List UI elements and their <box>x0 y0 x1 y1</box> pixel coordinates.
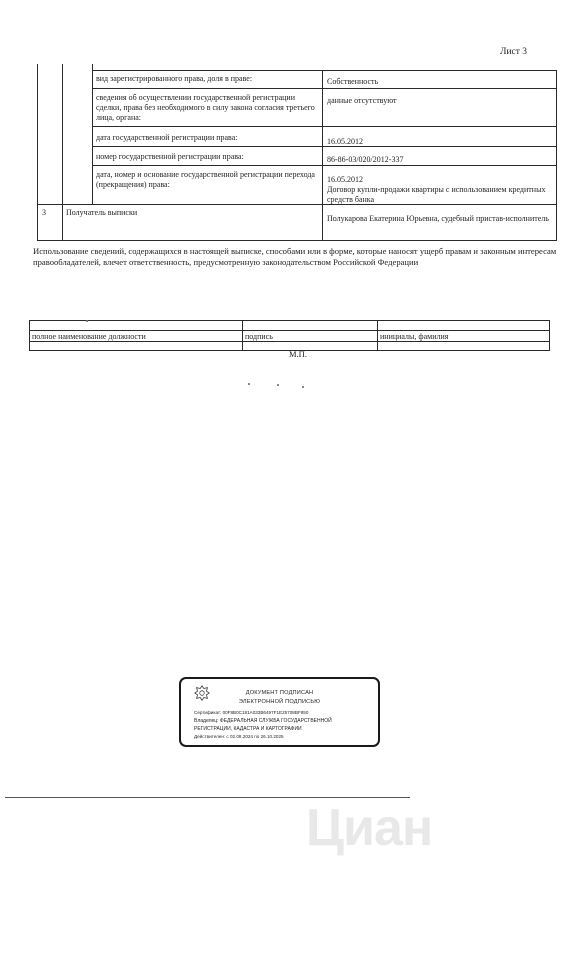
cian-watermark: Циан <box>306 799 433 857</box>
recipient-row-number: 3 <box>42 208 46 217</box>
sheet-number: Лист 3 <box>500 47 528 57</box>
recipient-label: Получатель выписки <box>66 208 138 217</box>
row-value-registration-date: 16.05.2012 <box>327 137 363 146</box>
scan-speck <box>302 386 304 388</box>
row-value-transfer-basis: Договор купли-продажи квартиры с использованием кредитных средств банка <box>327 185 546 204</box>
stamp-title-line1: ДОКУМЕНТ ПОДПИСАН <box>245 690 314 696</box>
usage-notice: Использование сведений, содержащихся в настоящей выписке, способами или в форме, которые наносят ущерб правам и законным интересам правообладателей, влечет ответственность, предусмотренную законодательством Российской Федерации <box>33 246 557 267</box>
name-label: инициалы, фамилия <box>380 332 449 341</box>
row-value-registration-consent: данные отсутствуют <box>327 96 397 105</box>
seal-place-label: М.П. <box>289 349 307 359</box>
scan-speck <box>248 383 250 385</box>
row-label-right-type: вид зарегистрированного права, доля в праве: <box>96 74 253 83</box>
stamp-title-line2: ЭЛЕКТРОННОЙ ПОДПИСЬЮ <box>238 699 321 705</box>
electronic-signature-stamp <box>179 677 380 747</box>
row-label-registration-consent: сведения об осуществлении государственной регистрации сделки, права без необходимого в силу закона согласия третьего лица, органа: <box>96 93 315 122</box>
row-label-transfer-basis: дата, номер и основание государственной регистрации перехода (прекращения) права: <box>96 170 315 189</box>
scan-speck <box>277 384 279 386</box>
row-label-registration-number: номер государственной регистрации права: <box>96 152 244 161</box>
signature-label: подпись <box>245 332 273 341</box>
stamp-validity: Действителен: с 02.08.2024 по 26.10.2025 <box>194 734 284 739</box>
scan-speck <box>86 320 88 322</box>
row-label-registration-date: дата государственной регистрации права: <box>96 133 238 142</box>
position-label: полное наименование должности <box>32 332 146 341</box>
row-value-registration-number: 86-86-03/020/2012-337 <box>327 155 404 164</box>
stamp-certificate: Сертификат: 00F8B0C181A033B6497F1E25708BF850 <box>194 710 309 715</box>
stamp-owner-line2: РЕГИСТРАЦИИ, КАДАСТРА И КАРТОГРАФИИ <box>194 726 302 732</box>
row-value-transfer-date: 16.05.2012 <box>327 175 363 184</box>
recipient-value: Полукарова Екатерина Юрьевна, судебный пристав-исполнитель <box>327 214 549 223</box>
row-value-right-type: Собственность <box>327 77 379 86</box>
stamp-owner-line1: Владелец: ФЕДЕРАЛЬНАЯ СЛУЖБА ГОСУДАРСТВЕННОЙ <box>194 718 332 724</box>
